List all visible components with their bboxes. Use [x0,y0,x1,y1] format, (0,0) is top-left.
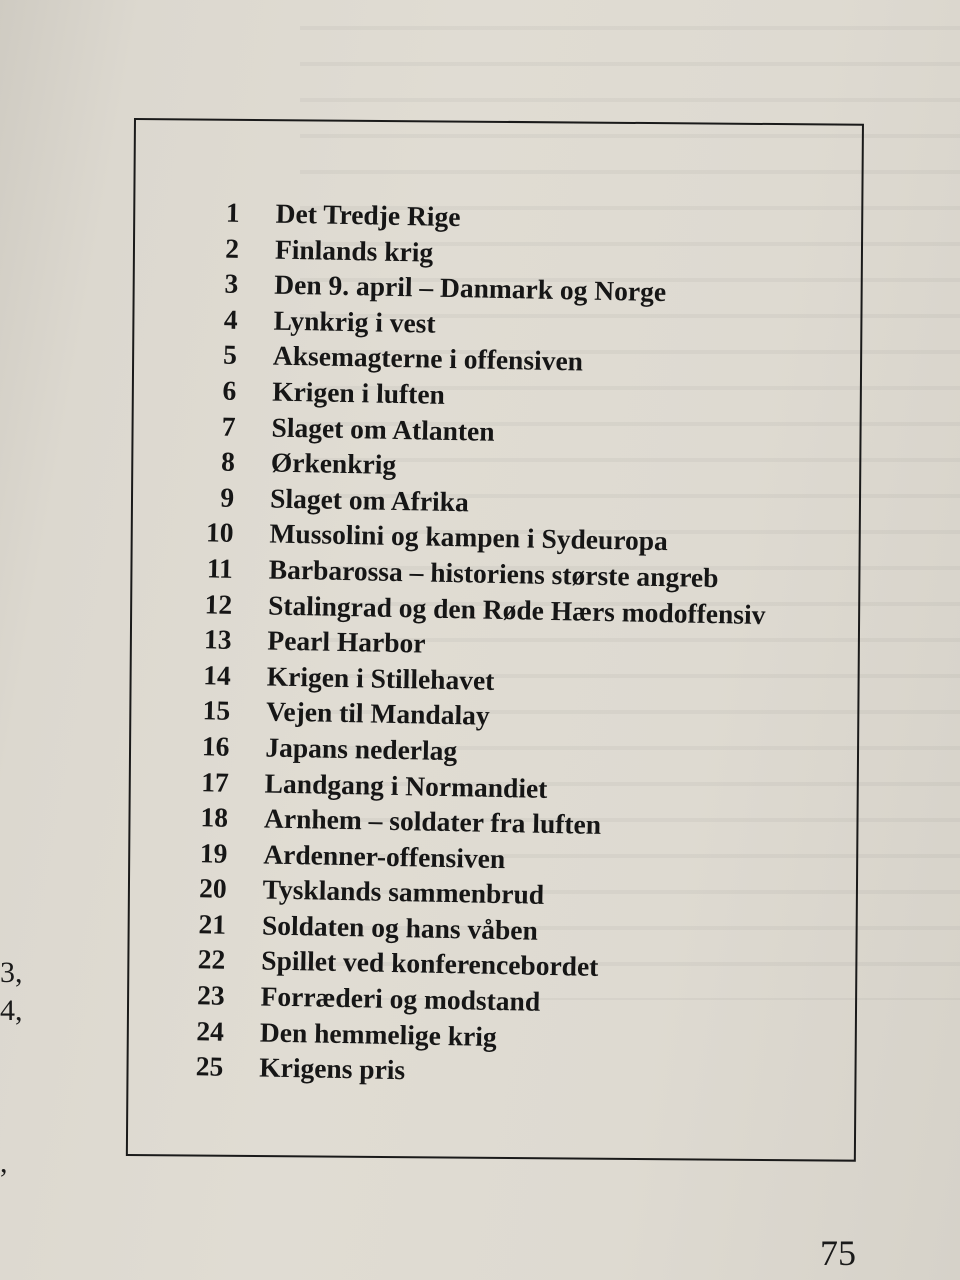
toc-number: 14 [203,659,232,691]
toc-title: Den hemmelige krig [259,1016,497,1052]
toc-number: 25 [195,1050,224,1083]
toc-title: Lynkrig i vest [273,304,436,339]
toc-number: 20 [198,872,228,905]
toc-title: Krigen i luften [271,375,446,410]
toc-title: Japans nederlag [265,731,458,767]
margin-fragment: 3, [0,956,23,989]
toc-title: Stalingrad og den Røde Hærs modoffensiv [267,589,766,630]
toc-number: 19 [199,836,228,869]
toc-title: Finlands krig [274,233,434,268]
toc-number: 4 [223,303,238,335]
toc-title: Ørkenkrig [270,446,397,481]
toc-title: Krigen i Stillehavet [266,660,495,696]
toc-title: Arnhem – soldater fra luften [263,802,602,841]
toc-number: 12 [204,587,233,620]
toc-title: Mussolini og kampen i Sydeuropa [269,517,669,557]
toc-title: Tysklands sammenbrud [262,873,545,911]
toc-number: 10 [205,516,234,549]
toc-number: 22 [197,943,226,976]
toc-number: 7 [221,410,236,442]
toc-title: Barbarossa – historiens største angreb [268,553,719,594]
toc-number: 8 [220,445,236,478]
toc-list [175,196,773,1097]
toc-title: Aksemagterne i offensiven [272,339,584,377]
toc-number: 21 [198,908,227,940]
toc-title: Slaget om Afrika [269,482,470,518]
toc-number: 1 [225,196,240,228]
toc-title: Vejen til Mandalay [265,695,490,732]
toc-title: Ardenner-offensiven [263,838,506,874]
toc-number: 5 [222,339,238,371]
toc-number: 9 [220,481,235,513]
toc-title: Slaget om Atlanten [271,411,495,447]
toc-number: 17 [200,765,230,798]
toc-number: 24 [196,1014,225,1047]
toc-number: 16 [201,730,230,762]
toc-number: 23 [196,979,225,1011]
toc-title: Pearl Harbor [267,624,426,659]
toc-number: 18 [200,801,229,833]
toc-number: 2 [224,232,240,264]
toc-number: 15 [202,694,231,727]
page-number: 75 [820,1233,856,1273]
toc-title: Det Tredje Rige [275,197,461,233]
toc-number: 11 [206,552,234,584]
toc-title: Soldaten og hans våben [261,909,539,946]
toc-number: 6 [222,374,237,406]
margin-fragment: 4, [0,994,23,1027]
margin-fragment: , [0,1146,8,1179]
toc-title: Forræderi og modstand [260,980,541,1017]
toc-title: Krigens pris [258,1051,406,1086]
toc-number: 13 [203,623,232,655]
toc-title: Den 9. april – Danmark og Norge [274,268,667,308]
toc-title: Spillet ved konferencebordet [261,944,599,983]
toc-number: 3 [224,267,239,300]
toc-title: Landgang i Normandiet [264,767,548,804]
